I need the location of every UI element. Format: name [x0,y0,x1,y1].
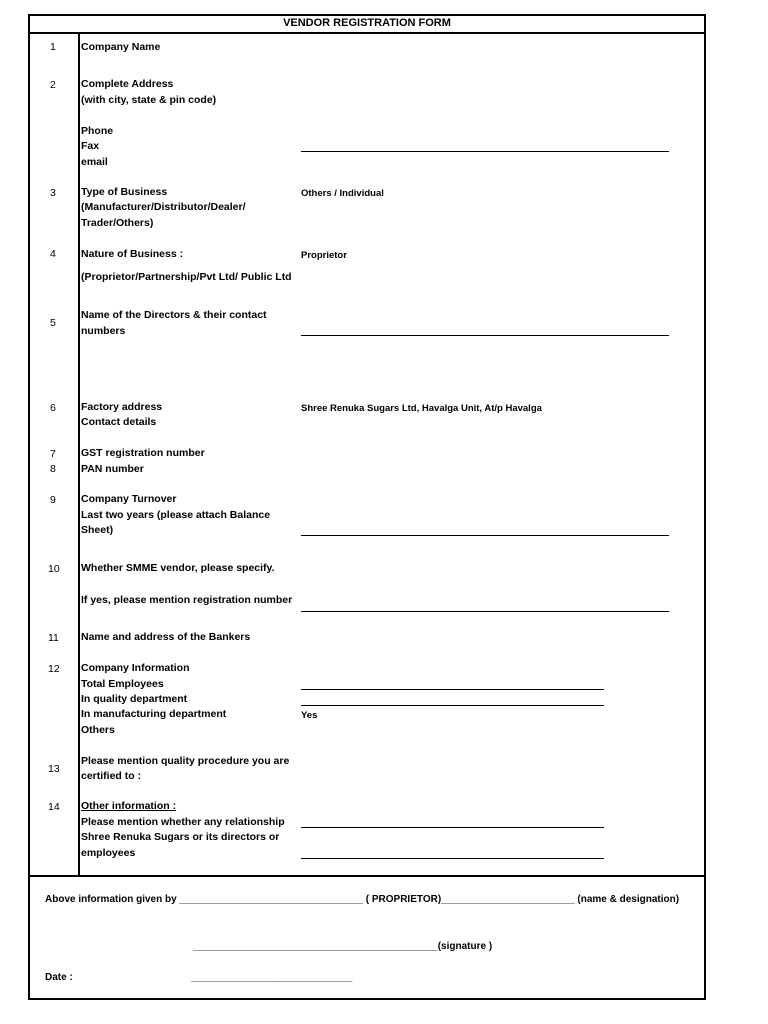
info-given-by-line[interactable]: Above information given by _________________________________ ( PROPRIETOR)________________________ (name & designation) [45,894,680,905]
signature-line[interactable]: ____________________________________________(signature ) [193,941,493,952]
field-label: Total Employees [81,678,164,690]
field-label: PAN number [81,463,144,475]
footer-divider [28,875,706,877]
row-number: 12 [48,663,60,675]
row-number: 11 [48,632,59,644]
row-number: 3 [50,187,56,199]
row-number: 5 [50,317,56,329]
fill-line[interactable] [301,689,604,690]
field-label: Please mention quality procedure you are [81,755,290,767]
field-value: Shree Renuka Sugars Ltd, Havalga Unit, At/p Havalga [301,403,542,414]
field-label: certified to : [81,770,142,782]
column-divider [78,34,80,875]
field-value: Others / Individual [301,188,384,199]
row-number: 14 [48,801,60,813]
field-label: (Manufacturer/Distributor/Dealer/ [81,201,246,213]
field-label: Last two years (please attach Balance [81,509,271,521]
field-label: email [81,156,108,168]
field-label: Company Information [81,662,190,674]
field-label: Whether SMME vendor, please specify. [81,562,275,574]
field-label: Nature of Business : [81,248,184,260]
field-label: numbers [81,325,126,337]
field-label: In manufacturing department [81,708,227,720]
date-line[interactable]: _____________________________ [191,972,353,983]
field-label: Please mention whether any relationship [81,816,285,828]
row-number: 7 [50,448,56,460]
row-number: 8 [50,463,56,475]
field-label: In quality department [81,693,188,705]
fill-line[interactable] [301,151,669,152]
field-label: Company Turnover [81,493,177,505]
form-title: VENDOR REGISTRATION FORM [28,14,706,34]
row-number: 13 [48,763,60,775]
field-label: Name of the Directors & their contact [81,309,267,321]
row-number: 9 [50,494,56,506]
fill-line[interactable] [301,611,669,612]
field-label: GST registration number [81,447,205,459]
row-number: 2 [50,79,56,91]
field-label: Trader/Others) [81,217,154,229]
field-label: Others [81,724,115,736]
field-label: Factory address [81,401,163,413]
row-number: 6 [50,402,56,414]
field-label: Shree Renuka Sugars or its directors or [81,831,280,843]
field-label: Name and address of the Bankers [81,631,251,643]
fill-line[interactable] [301,535,669,536]
field-label: (Proprietor/Partnership/Pvt Ltd/ Public Ltd [81,271,292,283]
field-label: Fax [81,140,100,152]
field-value: Proprietor [301,250,347,261]
field-label: Other information : [81,800,177,812]
field-label: employees [81,847,136,859]
field-label: Type of Business [81,186,168,198]
field-label: Complete Address [81,78,174,90]
fill-line[interactable] [301,335,669,336]
fill-line[interactable] [301,858,604,859]
fill-line[interactable] [301,827,604,828]
field-label: Contact details [81,416,157,428]
date-label: Date : [45,972,73,983]
field-label: Sheet) [81,524,114,536]
field-label: Company Name [81,41,161,53]
row-number: 1 [50,41,56,53]
fill-line[interactable] [301,705,604,706]
field-label: (with city, state & pin code) [81,94,217,106]
row-number: 4 [50,248,56,260]
field-label: If yes, please mention registration number [81,594,293,606]
field-value: Yes [301,710,318,721]
row-number: 10 [48,563,60,575]
field-label: Phone [81,125,114,137]
